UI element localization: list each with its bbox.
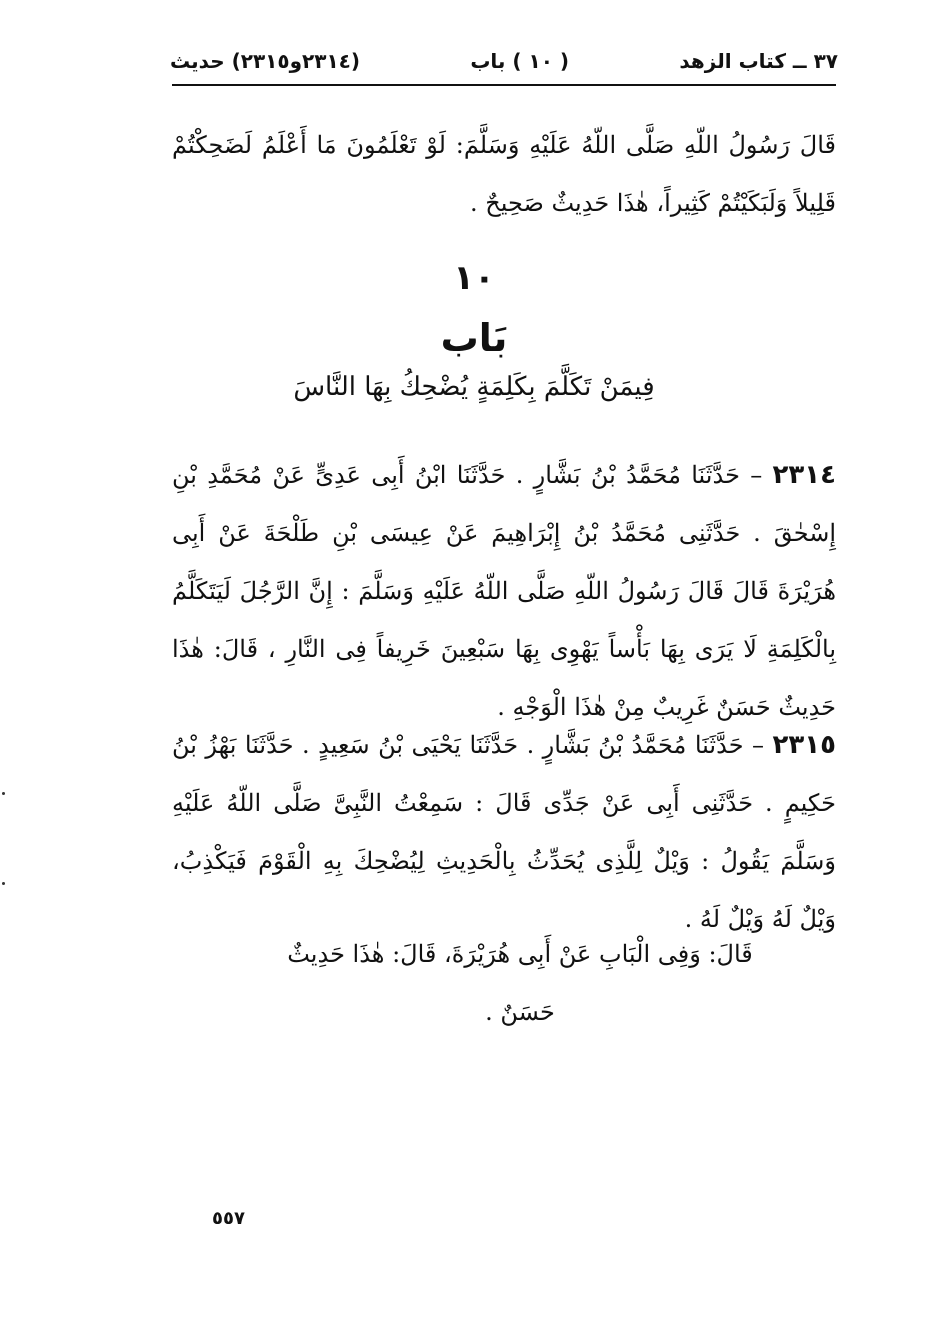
scan-edge-mark: [2, 792, 5, 795]
header-chapter-ref: ( ١٠ ) باب: [470, 49, 570, 73]
hadith-text: حَدَّثَنَا مُحَمَّدُ بْنُ بَشَّارٍ . حَدَّثَنَا ابْنُ أَبِى عَدِىٍّ عَنْ مُحَمَّدِ بْنِ إِسْحٰقَ . حَدَّثَنِى مُحَمَّدُ بْنُ إِبْرَاهِيمَ عَنْ عِيسَى بْنِ طَلْحَةَ عَنْ أَبِى هُرَيْرَةَ قَالَ قَالَ رَسُولُ اللّهِ صَلَّى اللّهُ عَلَيْهِ وَسَلَّمَ : إِنَّ الرَّجُلَ لَيَتَكَلَّمُ بِالْكَلِمَةِ لَا يَرَى بِهَا بَأْساً يَهْوِى بِهَا سَبْعِينَ خَرِيفاً فِى النَّارِ ، قَالَ: هٰذَا حَدِيثٌ حَسَنٌ غَرِيبٌ مِنْ هٰذَا الْوَجْهِ .: [172, 461, 836, 721]
hadith-dash: –: [739, 461, 763, 489]
page-number: ٥٥٧: [212, 1208, 245, 1229]
hadith-dash: –: [743, 731, 765, 759]
header-divider: [172, 84, 836, 86]
hadith-paragraph: [172, 446, 836, 736]
header-book-section: ٣٧ ــ كتاب الزهد: [679, 49, 838, 73]
chapter-label: بَاب: [440, 316, 508, 360]
header-hadith-ref: (٢٣١٤و٢٣١٥) حديث: [170, 49, 360, 73]
hadith-text: حَدَّثَنَا مُحَمَّدُ بْنُ بَشَّارٍ . حَدَّثَنَا يَحْيَى بْنُ سَعِيدٍ . حَدَّثَنَا بَهْزُ بْنُ حَكِيمٍ . حَدَّثَنِى أَبِى عَنْ جَدِّى قَالَ : سَمِعْتُ النَّبِىَّ صَلَّى اللّهُ عَلَيْهِ وَسَلَّمَ يَقُولُ : وَيْلٌ لِلَّذِى يُحَدِّثُ بِالْحَدِيثِ لِيُضْحِكَ بِهِ الْقَوْمَ فَيَكْذِبُ، وَيْلٌ لَهُ وَيْلٌ لَهُ .: [172, 731, 836, 933]
scan-edge-mark: [2, 882, 5, 885]
chapter-title: فِيمَنْ تَكَلَّمَ بِكَلِمَةٍ يُضْحِكُ بِهَا النَّاسَ: [293, 372, 655, 402]
hadith-number: ٢٣١٤: [772, 460, 836, 490]
chapter-number: ١٠: [453, 258, 495, 298]
hadith-paragraph: [172, 716, 836, 948]
hadith-number: ٢٣١٥: [772, 730, 836, 760]
running-header: [170, 44, 838, 78]
intro-paragraph: قَالَ رَسُولُ اللّهِ صَلَّى اللّهُ عَلَيْهِ وَسَلَّمَ: لَوْ تَعْلَمُونَ مَا أَعْلَمُ لَضَحِكْتُمْ قَلِيلاً وَلَبَكَيْتُمْ كَثِيراً، هٰذَا حَدِيثٌ صَحِيحٌ .: [172, 131, 836, 217]
closing-note: قَالَ: وَفِى الْبَابِ عَنْ أَبِى هُرَيْرَةَ، قَالَ: هٰذَا حَدِيثٌ حَسَنٌ .: [287, 940, 753, 1026]
